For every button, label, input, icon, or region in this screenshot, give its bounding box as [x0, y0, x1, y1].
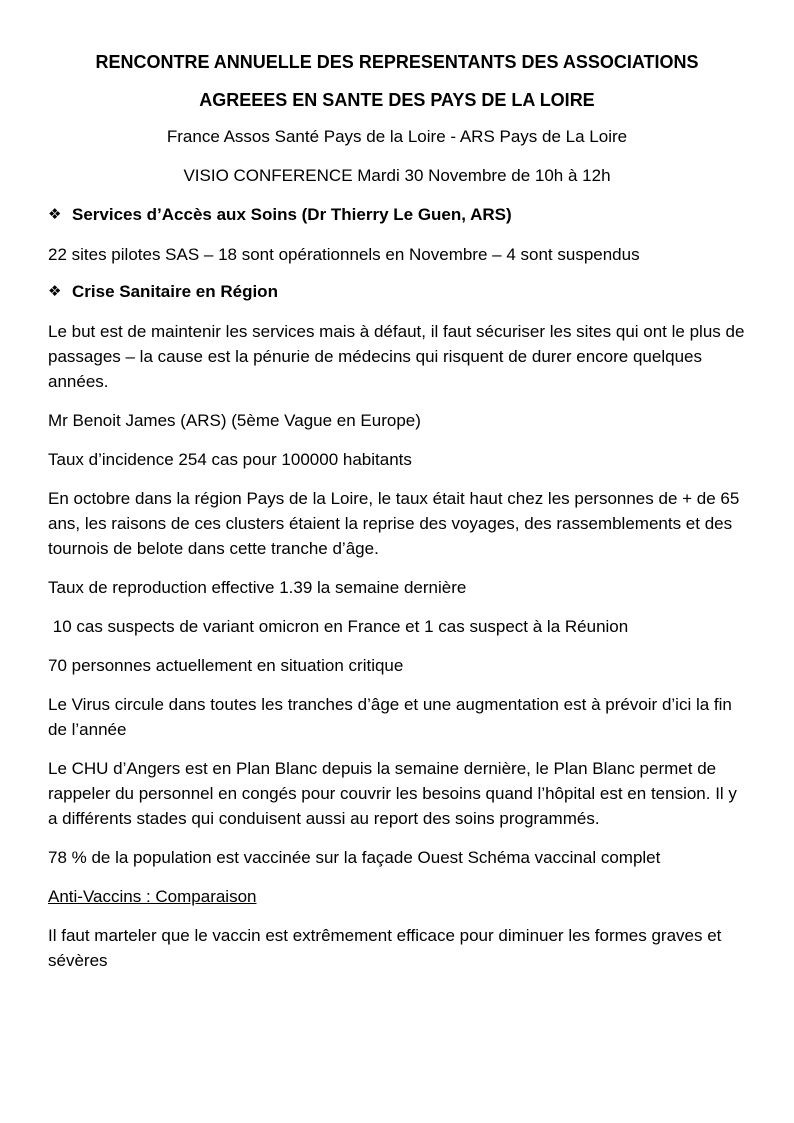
- crise-paragraph: Taux d’incidence 254 cas pour 100000 habitants: [48, 450, 412, 469]
- crise-paragraph: Le Virus circule dans toutes les tranches d’âge et une augmentation est à prévoir d’ici la fin de l’année: [48, 695, 732, 739]
- section-heading-anti-vaccins: Anti-Vaccins : Comparaison: [48, 887, 257, 906]
- crise-paragraph: 70 personnes actuellement en situation critique: [48, 656, 404, 675]
- crise-paragraph: Mr Benoit James (ARS) (5ème Vague en Europe): [48, 411, 421, 430]
- anti-vaccins-paragraph: Il faut marteler que le vaccin est extrêmement efficace pour diminuer les formes graves et sévères: [48, 926, 722, 970]
- document-title-line-2: AGREEES EN SANTE DES PAYS DE LA LOIRE: [199, 90, 595, 110]
- section-heading-crise: [48, 281, 746, 303]
- crise-paragraph: En octobre dans la région Pays de la Loire, le taux était haut chez les personnes de + de 65 ans, les raisons de ces clusters étaient la reprise des voyages, des rassemblements et des tournois de belote dans cette tranche d’âge.: [48, 489, 740, 558]
- diamond-bullet-icon: ❖: [48, 206, 62, 223]
- section-heading-sas: [48, 204, 746, 226]
- section-heading-crise-label: Crise Sanitaire en Région: [72, 282, 278, 301]
- sas-paragraph: 22 sites pilotes SAS – 18 sont opérationnels en Novembre – 4 sont suspendus: [48, 245, 640, 264]
- crise-paragraph: Le CHU d’Angers est en Plan Blanc depuis la semaine dernière, le Plan Blanc permet de rappeler du personnel en congés pour couvrir les besoins quand l’hôpital est en tension. Il y a différents stades qui conduisent aussi au report des soins programmés.: [48, 759, 737, 828]
- crise-paragraph: Taux de reproduction effective 1.39 la semaine dernière: [48, 578, 467, 597]
- section-heading-sas-label: Services d’Accès aux Soins (Dr Thierry Le Guen, ARS): [72, 205, 512, 224]
- crise-paragraph: 10 cas suspects de variant omicron en France et 1 cas suspect à la Réunion: [48, 617, 629, 636]
- session-line: VISIO CONFERENCE Mardi 30 Novembre de 10h à 12h: [183, 166, 611, 185]
- organizers-line: France Assos Santé Pays de la Loire - ARS Pays de La Loire: [166, 127, 628, 146]
- diamond-bullet-icon: ❖: [48, 283, 62, 300]
- document-title-line-1: RENCONTRE ANNUELLE DES REPRESENTANTS DES ASSOCIATIONS: [95, 52, 699, 72]
- crise-paragraph: 78 % de la population est vaccinée sur la façade Ouest Schéma vaccinal complet: [48, 848, 661, 867]
- crise-paragraph: Le but est de maintenir les services mais à défaut, il faut sécuriser les sites qui ont le plus de passages – la cause est la pénurie de médecins qui risquent de durer encore quelques années.: [48, 322, 745, 391]
